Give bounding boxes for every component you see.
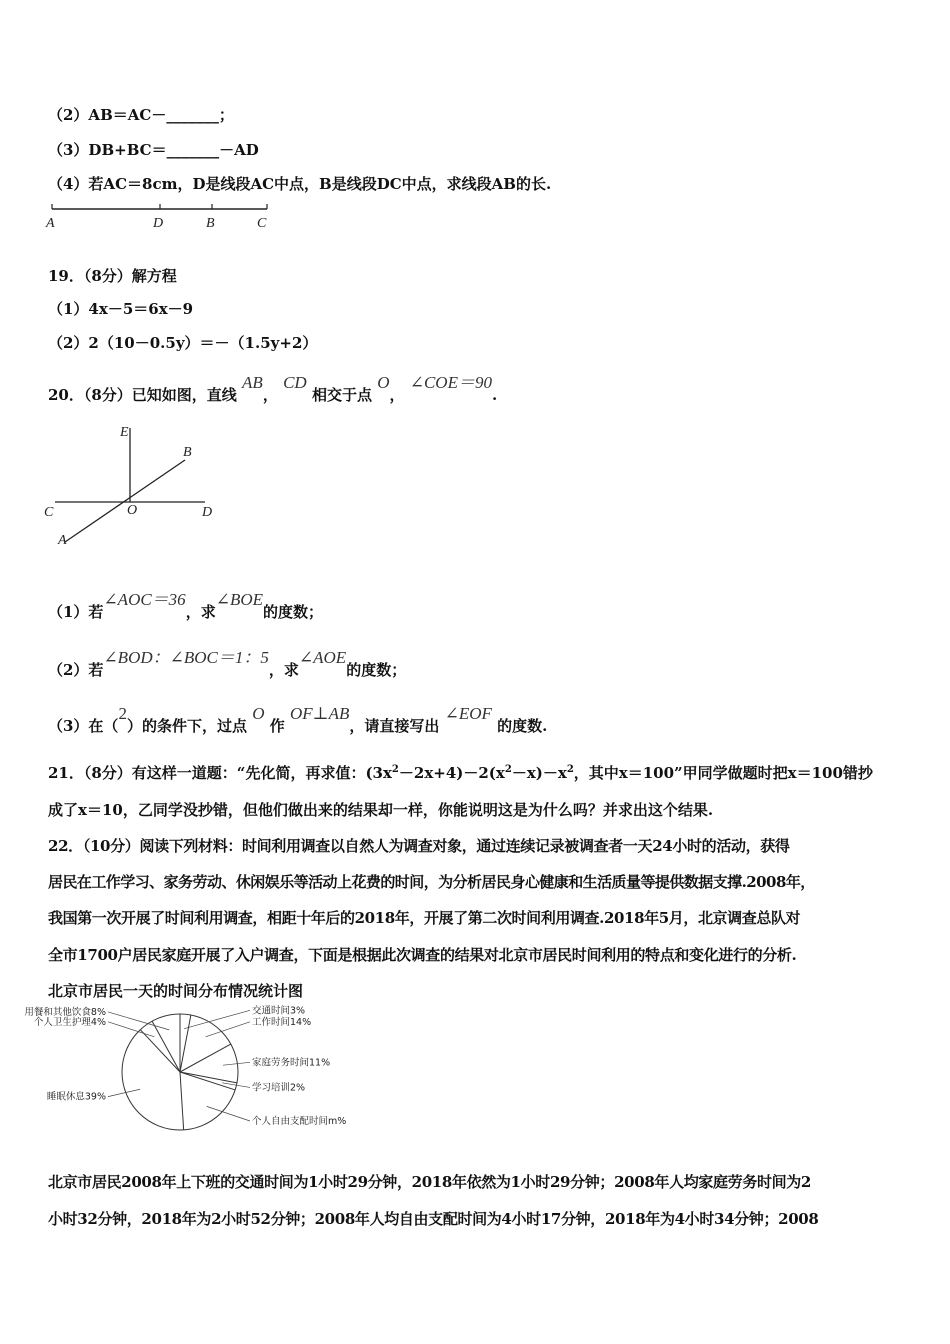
q20-p3-math1: O (252, 704, 265, 723)
q20-part3 (48, 704, 548, 736)
segment-label-c: C (257, 216, 267, 231)
q19-part2: （2）2（10－0.5y）＝－（1.5y+2） (48, 334, 318, 352)
q20-p1-c: 的度数； (263, 603, 324, 621)
q20-part2 (48, 648, 407, 680)
point-label-e: E (120, 425, 129, 440)
q21-sup2: 2 (504, 764, 512, 775)
pie-label: 睡眠休息39% (46, 1091, 106, 1103)
pie-slice (24, 1006, 180, 1072)
pie-label: 用餐和其他饮食8% (24, 1006, 106, 1018)
q18-part2: （2）AB＝AC－_______； (48, 106, 234, 124)
q20-p1-math2: ∠BOE (215, 590, 263, 609)
q20-mid: 相交于点 (311, 386, 372, 404)
point-label-b: B (183, 445, 192, 460)
point-label-a: A (58, 533, 67, 548)
q22-line6: 小时32分钟，2018年为2小时52分钟；2008年人均自由支配时间为4小时17分钟，2018年为4小时34分钟；2008 (48, 1210, 819, 1228)
q20-pre: 20．（8分）已知如图，直线 (48, 386, 237, 404)
pie-label: 个人卫生护理4% (33, 1016, 106, 1028)
chart-title: 北京市居民一天的时间分布情况统计图 (48, 982, 304, 1000)
line-ab (65, 460, 185, 542)
q22-line2: 居民在工作学习、家务劳动、休闲娱乐等活动上花费的时间，为分析居民身心健康和生活质量等提供数据支撑.2008年， (48, 873, 815, 891)
q22-line4: 全市1700户居民家庭开展了入户调查，下面是根据此次调查的结果对北京市居民时间利用的特点和变化进行的分析. (48, 946, 797, 964)
pie-slice (34, 1016, 180, 1072)
q22-line5: 北京市居民2008年上下班的交通时间为1小时29分钟，2018年依然为1小时29分钟；2008年人均家庭劳务时间为2 (48, 1173, 812, 1191)
q18-part3: （3）DB+BC＝_______－AD (48, 141, 259, 159)
q20-sep1: ， (262, 386, 278, 404)
q22-line1: 22．（10分）阅读下列材料：时间利用调查以自然人为调查对象，通过连续记录被调查者一天24小时的活动，获得 (48, 837, 790, 855)
q20-math-o: O (377, 373, 390, 392)
q20-p3-c: ，请直接写出 (349, 717, 440, 735)
q21-sup1: 2 (391, 764, 399, 775)
q20-p2-math2: ∠AOE (298, 648, 347, 667)
pie-slice (180, 1072, 305, 1093)
q20-end: . (491, 386, 498, 404)
pie-label: 交通时间3% (252, 1005, 306, 1017)
segment-label-b: B (206, 216, 215, 231)
q20-p3-a2: ）的条件下，过点 (126, 717, 247, 735)
q20-p2-a: （2）若 (48, 661, 104, 679)
q21-line2: 成了x＝10，乙同学没抄错，但他们做出来的结果却一样，你能说明这是为什么吗？并求出这个结果. (48, 801, 714, 819)
angle-figure (40, 420, 230, 550)
q20-part1 (48, 590, 324, 622)
q19-part1: （1）4x－5＝6x－9 (48, 300, 194, 318)
pie-label: 个人自由支配时间m% (252, 1115, 347, 1127)
q20-p1-math1: ∠AOC＝36 (103, 590, 186, 609)
pie-label: 工作时间14% (252, 1016, 312, 1028)
q20-p3-math0: 2 (118, 704, 127, 723)
q20-p1-a: （1）若 (48, 603, 104, 621)
q21-l1a: 21．（8分）有这样一道题：“先化简，再求值：(3x (48, 764, 392, 782)
q20-math-cd: CD (283, 373, 307, 392)
pie-slice (47, 1072, 184, 1130)
q21-l1c: －x)－x (511, 764, 567, 782)
q20-p3-math2: OF⊥AB (289, 704, 350, 723)
q18-part4: （4）若AC＝8cm，D是线段AC中点，B是线段DC中点，求线段AB的长. (48, 175, 552, 193)
q20-p2-math1: ∠BOD：∠BOC＝1：5 (103, 648, 269, 667)
q20-p3-a: （3）在（ (48, 717, 119, 735)
pie-chart (24, 1005, 360, 1143)
q19-title: 19．（8分）解方程 (48, 267, 177, 285)
q22-line3: 我国第一次开展了时间利用调查，相距十年后的2018年，开展了第二次时间利用调查.2018年5月，北京调查总队对 (48, 909, 801, 927)
q20-math-coe: ∠COE＝90 (409, 373, 492, 392)
pie-label: 学习培训2% (252, 1082, 306, 1094)
point-label-c: C (44, 505, 54, 520)
q20-p2-b: ，求 (268, 661, 299, 679)
q21-sup3: 2 (566, 764, 574, 775)
q20-p3-b: 作 (269, 717, 285, 735)
q20-p1-b: ，求 (185, 603, 216, 621)
q21-line1 (48, 762, 873, 783)
segment-label-d: D (153, 216, 164, 231)
q20-p3-math3: ∠EOF (444, 704, 492, 723)
pie-slice (180, 1044, 330, 1072)
pie-slice (180, 1072, 346, 1127)
q20-sep2: ， (389, 386, 405, 404)
pie-label: 家庭劳务时间11% (252, 1057, 331, 1069)
q20-stem (48, 373, 498, 405)
segment-figure (40, 198, 280, 234)
point-label-d: D (202, 505, 213, 520)
q21-l1d: ，其中x＝100”甲同学做题时把x＝100错抄 (573, 764, 873, 782)
q21-l1b: －2x+4)－2(x (398, 764, 505, 782)
q20-p3-d: 的度数. (497, 717, 548, 735)
segment-label-a: A (46, 216, 55, 231)
point-label-o: O (127, 503, 138, 518)
q20-p2-c: 的度数； (346, 661, 407, 679)
q20-math-ab: AB (242, 373, 263, 392)
